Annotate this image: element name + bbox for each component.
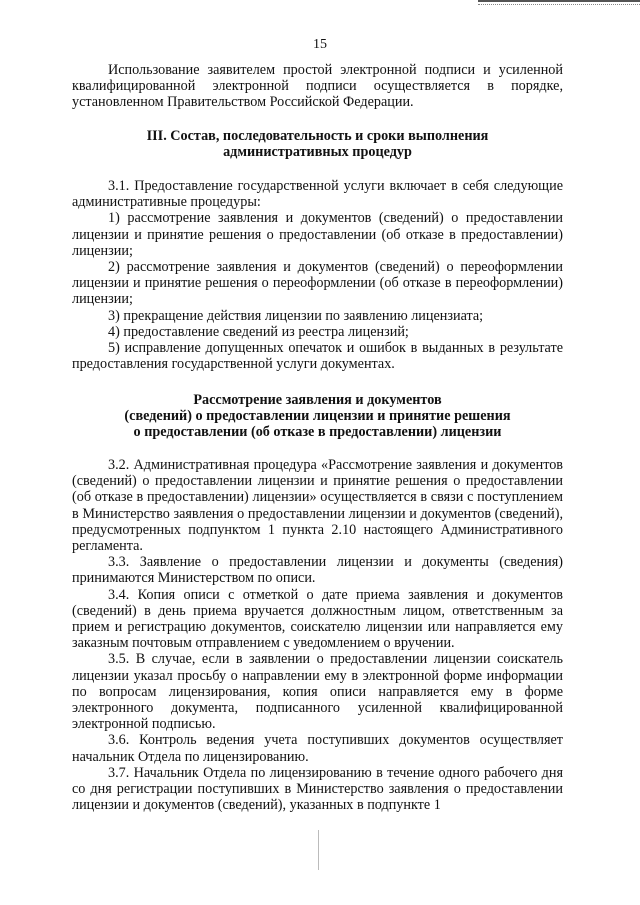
top-edge-dotted-rule bbox=[478, 4, 640, 5]
intro-paragraph: Использование заявителем простой электронной подписи и усиленной квалифицированной электронной подписи осуществляется в порядке, установленном Правительством Российской Федерации. bbox=[72, 62, 563, 111]
section-3-title-line-2: административных процедур bbox=[223, 144, 412, 161]
paragraph-3-4: 3.4. Копия описи с отметкой о дате приема заявления и документов (сведений) в день приема вручается должностным лицом, ответственным за прием и регистрацию документов, соискателю лицензии или направляется ему заказным почтовым отправлением с уведомлением о вручении. bbox=[72, 586, 563, 652]
procedure-item-5: 5) исправление допущенных опечаток и ошибок в выданных в результате предоставления государственной услуги документах. bbox=[72, 340, 563, 373]
procedure-item-2: 2) рассмотрение заявления и документов (сведений) о переоформлении лицензии и принятие решения о переоформлении (об отказе в переоформлении) лицензии; bbox=[72, 259, 563, 308]
subsection-title-line-1: Рассмотрение заявления и документов bbox=[193, 392, 442, 408]
procedure-item-3: 3) прекращение действия лицензии по заявлению лицензиата; bbox=[108, 307, 484, 324]
paragraph-3-5: 3.5. В случае, если в заявлении о предоставлении лицензии соискатель лицензии указал просьбу о направлении ему в электронной форме информации по вопросам лицензирования, копия описи направляется ему в форме электронного документа, подписанного усиленной квалифицированной электронной подписью. bbox=[72, 651, 563, 733]
subsection-heading bbox=[72, 392, 563, 441]
intro-block bbox=[72, 62, 563, 111]
procedure-item-1: 1) рассмотрение заявления и документов (сведений) о предоставлении лицензии и принятие решения о предоставлении (об отказе в предоставлении) лицензии; bbox=[72, 210, 563, 259]
section-3-1-block bbox=[72, 178, 563, 372]
subsection-title-line-3: о предоставлении (об отказе в предоставлении) лицензии bbox=[133, 424, 502, 441]
top-edge-rule bbox=[478, 0, 640, 2]
paragraph-3-1: 3.1. Предоставление государственной услуги включает в себя следующие административные процедуры: bbox=[72, 178, 563, 211]
paragraph-3-2: 3.2. Административная процедура «Рассмотрение заявления и документов (сведений) о предоставлении лицензии и принятие решения о предоставлении (об отказе в предоставлении) лицензии» осуществляется в связи с поступлением в Министерство заявления о предоставлении лицензии и документов (сведений), предусмотренных подпунктом 1 пункта 2.10 настоящего Административного регламента. bbox=[72, 457, 563, 555]
subsection-body bbox=[72, 457, 563, 813]
subsection-title-line-2: (сведений) о предоставлении лицензии и принятие решения bbox=[124, 408, 511, 425]
paragraph-3-3: 3.3. Заявление о предоставлении лицензии и документы (сведения) принимаются Министерством по описи. bbox=[72, 554, 563, 587]
section-3-title-line-1: III. Состав, последовательность и сроки выполнения bbox=[146, 128, 489, 144]
section-3-heading bbox=[72, 128, 563, 160]
paragraph-3-6: 3.6. Контроль ведения учета поступивших документов осуществляет начальник Отдела по лицензированию. bbox=[72, 732, 563, 765]
procedure-item-4: 4) предоставление сведений из реестра лицензий; bbox=[108, 323, 409, 340]
page-number: 15 bbox=[313, 37, 327, 52]
scan-fold-mark bbox=[318, 830, 319, 870]
paragraph-3-7: 3.7. Начальник Отдела по лицензированию в течение одного рабочего дня со дня регистрации поступивших в Министерство заявления о предоставлении лицензии и документов (сведений), указанных в подпункте 1 bbox=[72, 764, 563, 814]
